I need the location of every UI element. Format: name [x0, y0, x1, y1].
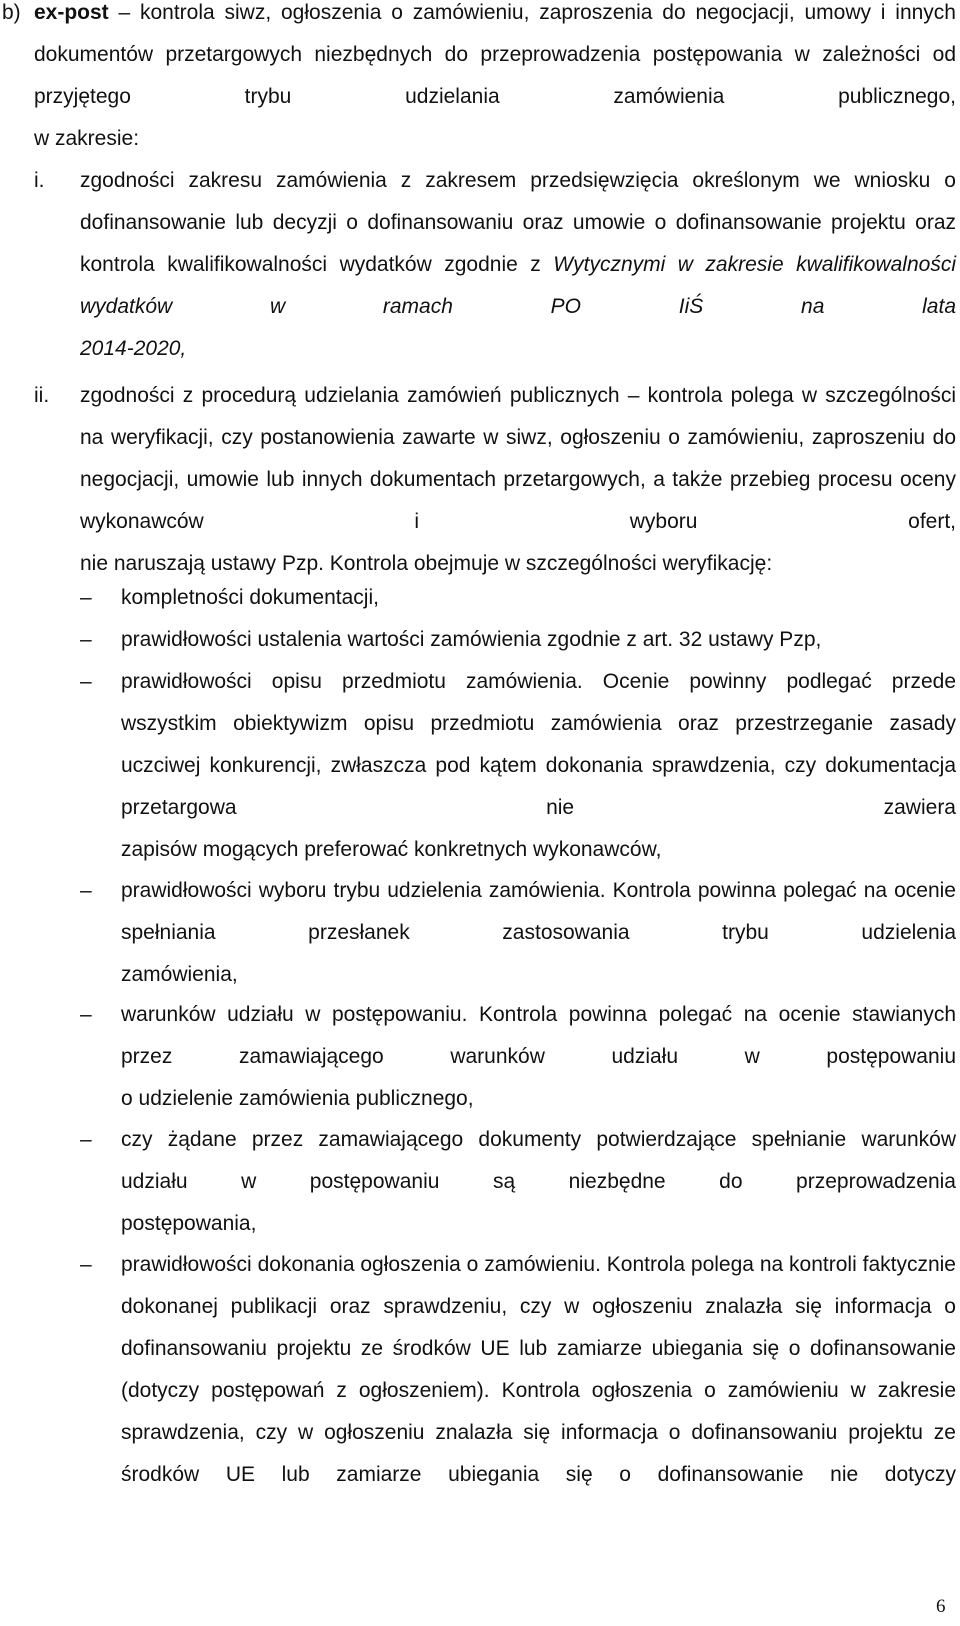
subitem-4: [121, 870, 956, 996]
subitem-6-tail: postępowania,: [121, 1212, 257, 1235]
subitem-6-body: czy żądane przez zamawiającego dokumenty potwierdzające spełnianie warunków udziału w postępowaniu są niezbędne do przeprowadzenia: [121, 1128, 956, 1193]
dash-marker: –: [80, 1003, 92, 1026]
dash-marker: –: [80, 586, 92, 609]
list-marker-ii: ii.: [34, 384, 50, 407]
intro-paragraph: [34, 0, 956, 160]
subitem-1: [121, 577, 956, 619]
subitem-2: [121, 619, 956, 661]
subitem-7: [121, 1244, 956, 1496]
subitem-3: [121, 661, 956, 871]
intro-lead: ex-post: [34, 1, 109, 24]
subitem-2-text: prawidłowości ustalenia wartości zamówienia zgodnie z art. 32 ustawy Pzp,: [121, 628, 822, 651]
subitem-7-body: prawidłowości dokonania ogłoszenia o zamówieniu. Kontrola polega na kontroli faktycznie dokonanej publikacji oraz sprawdzeniu, czy w ogłoszeniu znalazła się informacja o dofinansowaniu projektu ze środków UE lub zamiarze ubiegania się o dofinansowanie (dotyczy postępowań z ogłoszeniem). Kontrola ogłoszenia o zamówieniu w zakresie sprawdzenia, czy w ogłoszeniu znalazła się informacja o dofinansowaniu projektu ze środków UE lub zamiarze ubiegania się o dofinansowanie nie dotyczy: [121, 1253, 956, 1486]
subitem-3-body: prawidłowości opisu przedmiotu zamówienia. Ocenie powinny podlegać przede wszystkim obiektywizm opisu przedmiotu zamówienia oraz przestrzeganie zasady uczciwej konkurencji, zwłaszcza pod kątem dokonania sprawdzenia, czy dokumentacja przetargowa nie zawiera: [121, 670, 956, 819]
dash-marker: –: [80, 1253, 92, 1276]
item-ii-body: zgodności z procedurą udzielania zamówień publicznych – kontrola polega w szczególności na weryfikacji, czy postanowienia zawarte w siwz, ogłoszeniu o zamówieniu, zaproszeniu do negocjacji, umowie lub innych dokumentach przetargowych, a także przebieg procesu oceny wykonawców i wyboru ofert,: [80, 384, 956, 533]
subitem-5-tail: o udzielenie zamówienia publicznego,: [121, 1087, 474, 1110]
list-marker-b: b): [2, 1, 21, 24]
subitem-4-body: prawidłowości wyboru trybu udzielenia zamówienia. Kontrola powinna polegać na ocenie spełniania przesłanek zastosowania trybu udzielenia: [121, 879, 956, 944]
item-i-italic-text: Wytycznymi w zakresie kwalifikowalności wydatków w ramach PO IiŚ na lata: [80, 253, 956, 318]
dash-marker: –: [80, 670, 92, 693]
list-marker-i: i.: [34, 169, 45, 192]
dash-marker: –: [80, 628, 92, 651]
item-i-paragraph: [80, 160, 956, 370]
item-ii-tail: nie naruszają ustawy Pzp. Kontrola obejmuje w szczególności weryfikację:: [80, 552, 773, 575]
subitem-5-body: warunków udziału w postępowaniu. Kontrola powinna polegać na ocenie stawianych przez zamawiającego warunków udziału w postępowaniu: [121, 1003, 956, 1068]
dash-marker: –: [80, 879, 92, 902]
intro-text: – kontrola siwz, ogłoszenia o zamówieniu, zaproszenia do negocjacji, umowy i innych dokumentów przetargowych niezbędnych do przeprowadzenia postępowania w zależności od przyjętego trybu udzielania zamówienia publicznego,: [34, 1, 956, 108]
subitem-6: [121, 1119, 956, 1245]
subitem-4-tail: zamówienia,: [121, 963, 238, 986]
intro-tail: w zakresie:: [34, 127, 140, 150]
subitem-5: [121, 994, 956, 1120]
item-i-tail: [80, 328, 956, 370]
item-i-text: zgodności zakresu zamówienia z zakresem przedsięwzięcia określonym we wniosku o dofinansowanie lub decyzji o dofinansowaniu oraz umowie o dofinansowanie projektu oraz kontrola kwalifikowalności wydatków zgodnie z: [80, 169, 956, 276]
page-number: 6: [936, 1596, 946, 1617]
intro-body: [34, 0, 956, 118]
item-ii-paragraph: [80, 375, 956, 585]
item-i-body: [80, 160, 956, 328]
subitem-3-tail: zapisów mogących preferować konkretnych wykonawców,: [121, 838, 662, 861]
dash-marker: –: [80, 1128, 92, 1151]
subitem-1-text: kompletności dokumentacji,: [121, 586, 379, 609]
item-i-tail-italic: 2014-2020,: [80, 337, 187, 360]
